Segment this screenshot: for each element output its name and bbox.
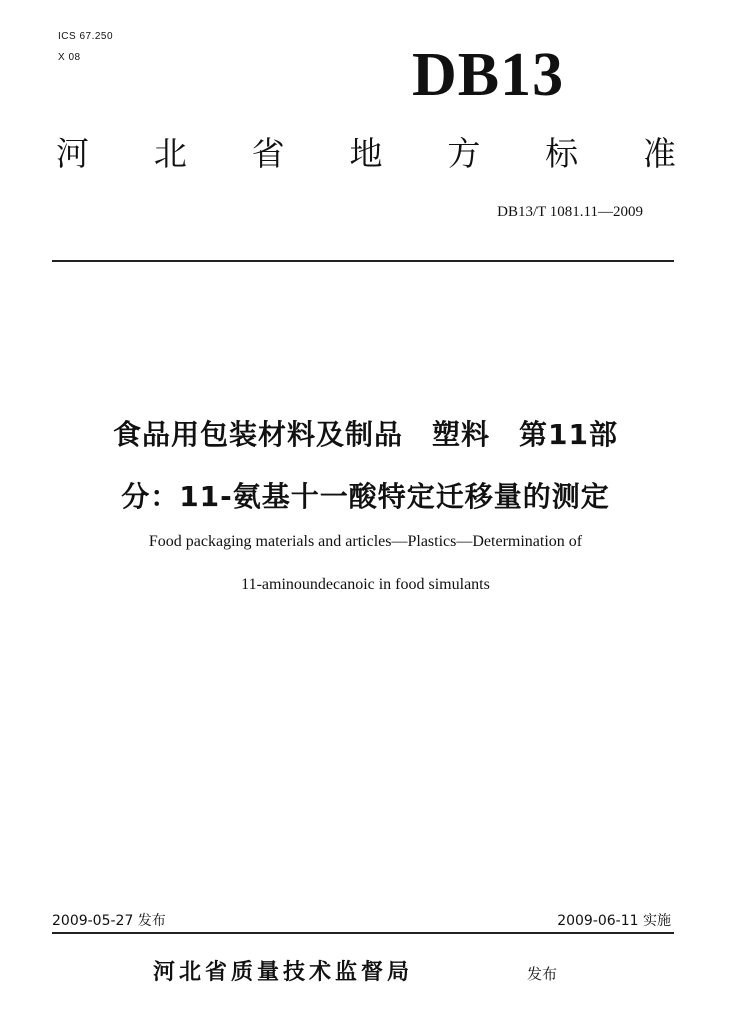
- standard-type-char: 北: [153, 134, 187, 173]
- standard-type-char: 方: [447, 134, 481, 173]
- chinese-title-line-1: 食品用包装材料及制品 塑料 第11部: [113, 418, 618, 451]
- standard-type-heading: [56, 134, 676, 173]
- bottom-divider: [52, 932, 674, 934]
- standard-type-char: 地: [349, 134, 383, 173]
- english-title-line-1: Food packaging materials and articles—Plastics—Determination of: [148, 533, 583, 550]
- issue-date: 2009-05-27 发布: [52, 913, 166, 929]
- standard-number: DB13/T 1081.11—2009: [497, 204, 643, 220]
- chinese-title-line-2: 分：11-氨基十一酸特定迁移量的测定: [121, 480, 610, 513]
- english-title-line-2: 11-aminoundecanoic in food simulants: [241, 576, 490, 593]
- issuing-authority: 河北省质量技术监督局: [153, 960, 414, 985]
- standard-type-char: 标: [545, 134, 579, 173]
- publish-label: 发布: [527, 965, 558, 983]
- top-divider: [52, 260, 674, 262]
- standard-type-char: 河: [56, 134, 89, 173]
- implementation-date: 2009-06-11 实施: [557, 913, 671, 929]
- standard-type-char: 准: [642, 134, 676, 173]
- standard-type-char: 省: [251, 134, 285, 173]
- ics-code: ICS 67.250: [58, 31, 114, 42]
- standard-logo: DB13: [412, 41, 565, 109]
- ccs-code: X 08: [58, 52, 81, 63]
